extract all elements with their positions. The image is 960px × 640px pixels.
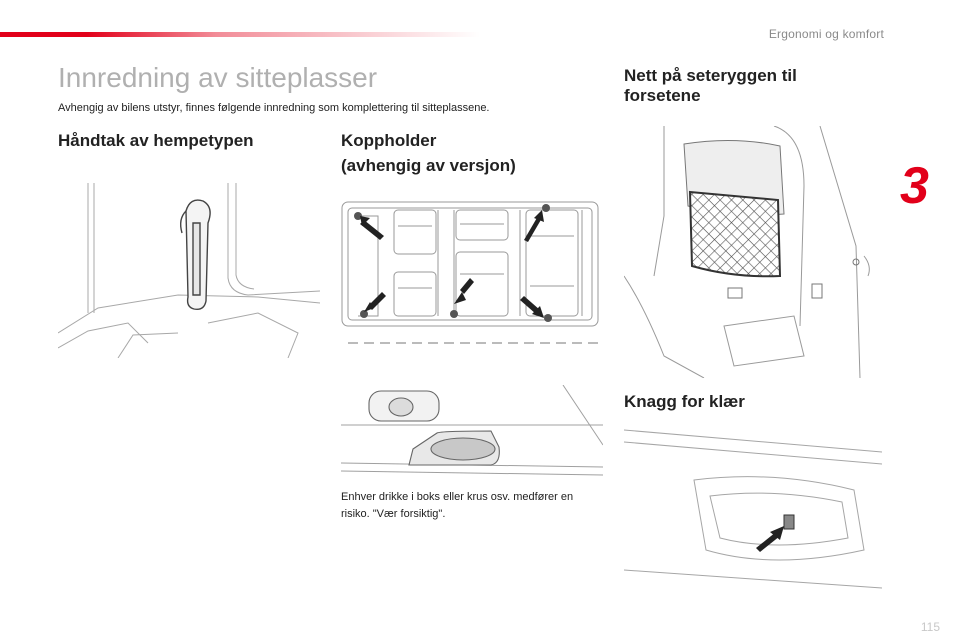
page-number: 115 xyxy=(920,620,940,634)
handle-heading: Håndtak av hempetypen xyxy=(58,131,254,150)
cupholder-warning xyxy=(341,489,606,523)
cupholder-heading xyxy=(341,128,581,178)
header-accent-bar xyxy=(0,32,480,37)
net-heading-line2: forsetene xyxy=(624,86,701,105)
divider-dashed xyxy=(348,340,598,346)
seat-net-illustration xyxy=(624,126,882,378)
cabin-layout-diagram xyxy=(338,196,603,331)
coat-hook-illustration xyxy=(624,420,882,595)
cupholder-illustration xyxy=(341,385,603,477)
handle-illustration xyxy=(58,183,320,358)
hook-heading: Knagg for klær xyxy=(624,392,745,411)
net-heading xyxy=(624,66,864,106)
net-heading-line1: Nett på seteryggen til xyxy=(624,66,797,85)
intro-text: Avhengig av bilens utstyr, finnes følgende innredning som komplettering til sitteplassene. xyxy=(58,102,490,114)
cupholder-heading-line1: Koppholder xyxy=(341,131,437,150)
page-title: Innredning av sitteplasser xyxy=(58,62,378,93)
section-label: Ergonomi og komfort xyxy=(768,27,884,41)
cupholder-heading-line2: (avhengig av versjon) xyxy=(341,156,516,175)
warning-line2: risiko. "Vær forsiktig". xyxy=(341,508,446,520)
warning-line1: Enhver drikke i boks eller krus osv. medfører en xyxy=(341,491,574,503)
chapter-number: 3 xyxy=(900,157,929,215)
